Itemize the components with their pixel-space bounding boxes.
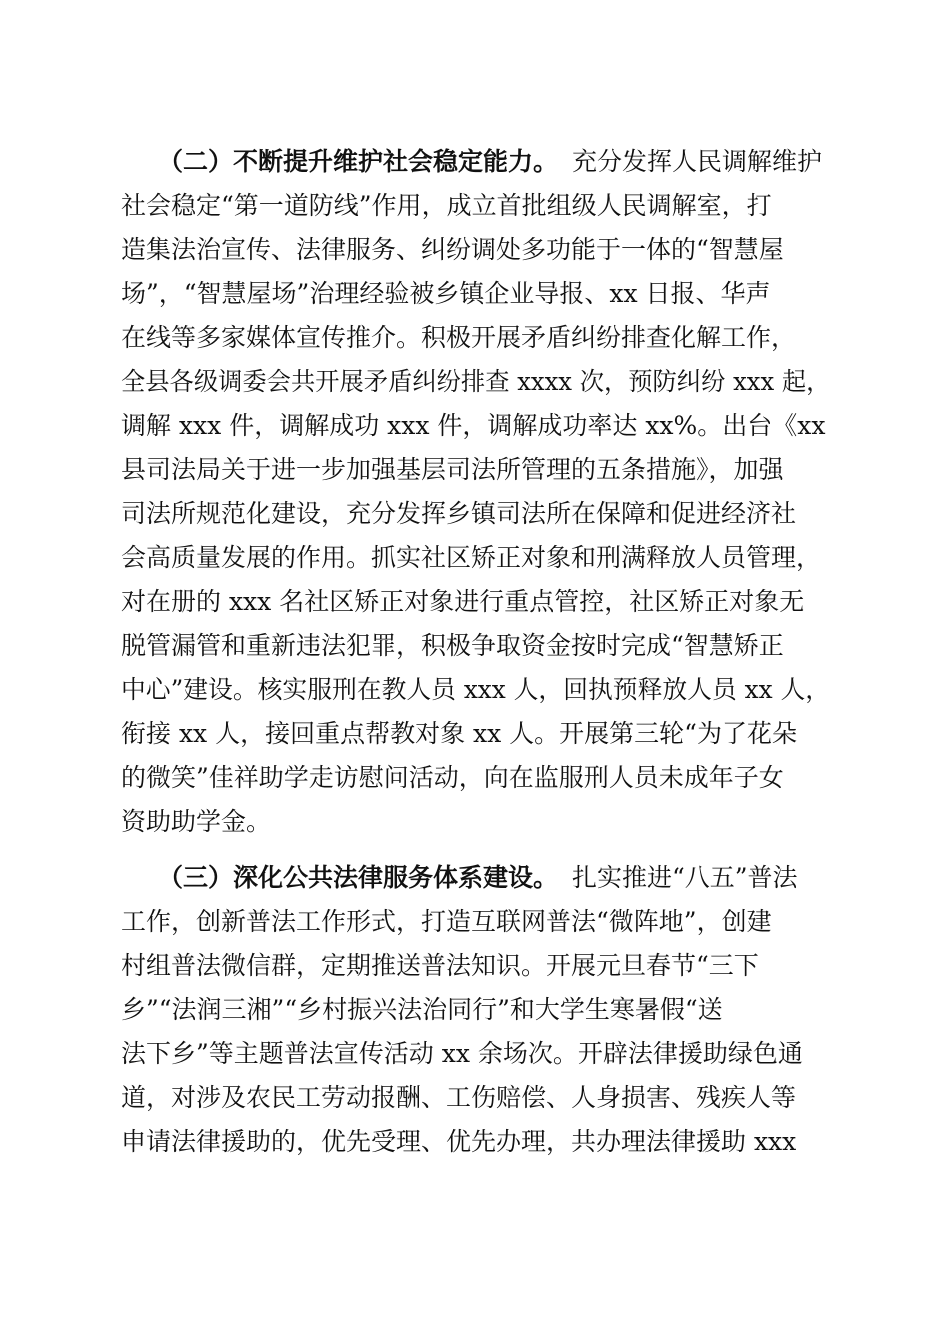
paragraph-line xyxy=(0,496,950,532)
paragraph-line xyxy=(0,1124,950,1160)
paragraph-line: 扎实推进“八五”普法 xyxy=(572,863,798,892)
paragraph-line-text: 社会稳定“第一道防线”作用，成立首批组级人民调解室，打 xyxy=(121,191,772,220)
paragraph-line xyxy=(0,540,950,576)
paragraph-line xyxy=(0,188,950,224)
paragraph-line xyxy=(0,364,950,400)
paragraph-line-text: 场”，“智慧屋场”治理经验被乡镇企业导报、xx 日报、华声 xyxy=(121,279,771,308)
paragraph-line-text: 的微笑”佳祥助学走访慰问活动，向在监服刑人员未成年子女 xyxy=(121,763,784,792)
section-2-heading: （二）不断提升维护社会稳定能力。 xyxy=(158,147,559,176)
section-3-first-line xyxy=(0,860,950,896)
paragraph-line: 充分发挥人民调解维护 xyxy=(572,147,823,176)
paragraph-line-text: 村组普法微信群，定期推送普法知识。开展元旦春节“三下 xyxy=(121,951,759,980)
paragraph-line-text: 会高质量发展的作用。抓实社区矫正对象和刑满释放人员管理， xyxy=(121,543,822,572)
paragraph-line-text: 司法所规范化建设，充分发挥乡镇司法所在保障和促进经济社 xyxy=(121,499,797,528)
paragraph-line-text: 衔接 xx 人，接回重点帮教对象 xx 人。开展第三轮“为了花朵 xyxy=(121,719,797,748)
paragraph-line xyxy=(0,992,950,1028)
paragraph-line xyxy=(0,904,950,940)
paragraph-line xyxy=(0,716,950,752)
paragraph-line xyxy=(0,948,950,984)
paragraph-line-text: 中心”建设。核实服刑在教人员 xxx 人，回执预释放人员 xx 人， xyxy=(121,675,831,704)
section-2-first-line xyxy=(0,144,950,180)
paragraph-line-text: 工作，创新普法工作形式，打造互联网普法“微阵地”，创建 xyxy=(121,907,772,936)
paragraph-line xyxy=(0,672,950,708)
paragraph-line-text: 对在册的 xxx 名社区矫正对象进行重点管控，社区矫正对象无 xyxy=(121,587,805,616)
paragraph-line-text: 乡”“法润三湘”“乡村振兴法治同行”和大学生寒暑假“送 xyxy=(121,995,723,1024)
paragraph-line-text: 道，对涉及农民工劳动报酬、工伤赔偿、人身损害、残疾人等 xyxy=(121,1083,797,1112)
paragraph-line xyxy=(0,1080,950,1116)
paragraph-line-text: 法下乡”等主题普法宣传活动 xx 余场次。开辟法律援助绿色通 xyxy=(121,1039,803,1068)
paragraph-line xyxy=(0,452,950,488)
paragraph-line xyxy=(0,584,950,620)
paragraph-line-text: 资助助学金。 xyxy=(121,807,272,836)
section-3-heading: （三）深化公共法律服务体系建设。 xyxy=(158,863,559,892)
paragraph-line-text: 县司法局关于进一步加强基层司法所管理的五条措施》，加强 xyxy=(121,455,784,484)
paragraph-line xyxy=(0,320,950,356)
paragraph-line xyxy=(0,232,950,268)
paragraph-line-text: 在线等多家媒体宣传推介。积极开展矛盾纠纷排查化解工作， xyxy=(121,323,797,352)
paragraph-line-text: 脱管漏管和重新违法犯罪，积极争取资金按时完成“智慧矫正 xyxy=(121,631,784,660)
paragraph-line-text: 全县各级调委会共开展矛盾纠纷排查 xxxx 次，预防纠纷 xxx 起， xyxy=(121,367,831,396)
paragraph-line xyxy=(0,1036,950,1072)
paragraph-line xyxy=(0,804,950,840)
paragraph-line-text: 申请法律援助的，优先受理、优先办理，共办理法律援助 xxx xyxy=(121,1127,797,1156)
paragraph-line xyxy=(0,760,950,796)
paragraph-line-text: 造集法治宣传、法律服务、纠纷调处多功能于一体的“智慧屋 xyxy=(121,235,784,264)
paragraph-line xyxy=(0,628,950,664)
paragraph-line-text: 调解 xxx 件，调解成功 xxx 件，调解成功率达 xx%。出台《xx xyxy=(121,411,826,440)
paragraph-line xyxy=(0,408,950,444)
paragraph-line xyxy=(0,276,950,312)
